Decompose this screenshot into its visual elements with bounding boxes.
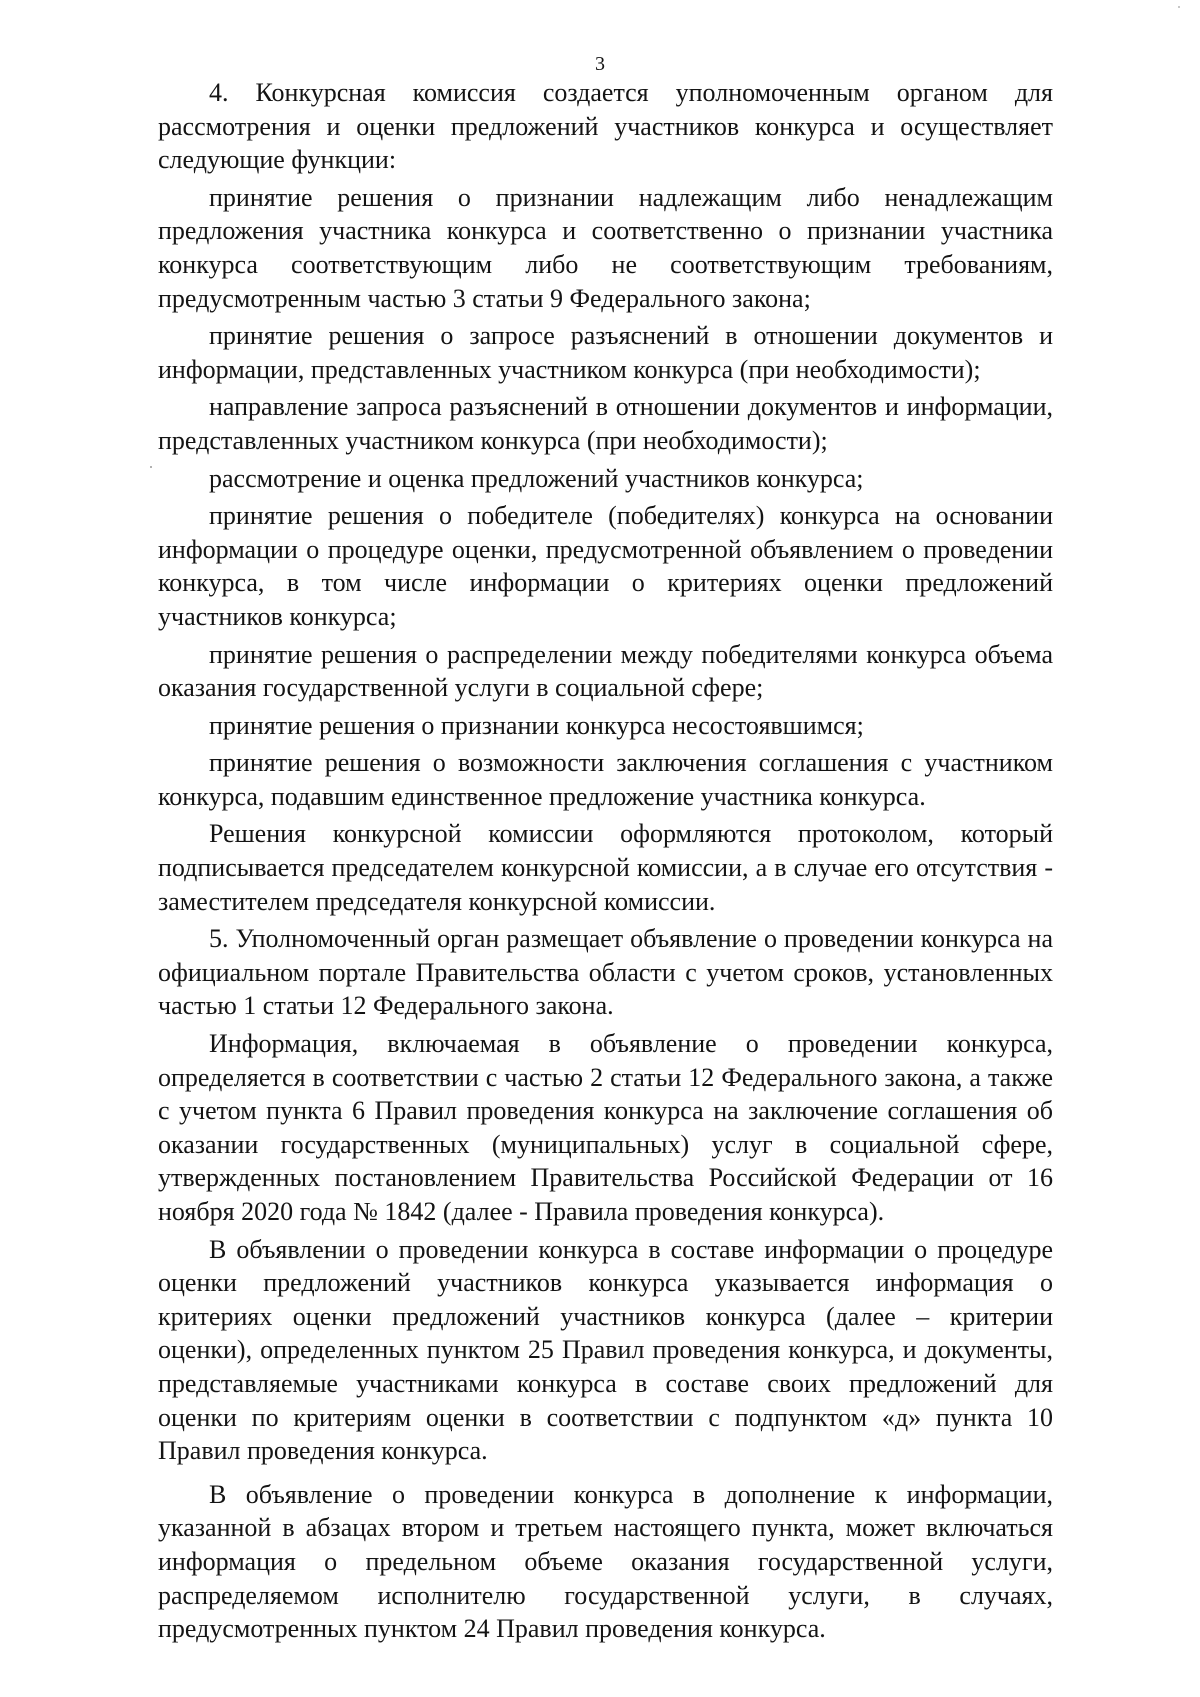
paragraph-function-4: рассмотрение и оценка предложений участников конкурса; — [209, 463, 864, 493]
scan-speck — [1178, 6, 1180, 8]
paragraph-clause-4-intro: 4. Конкурсная комиссия создается уполномоченным органом для рассмотрения и оценки предложений участников конкурса и осуществляет следующие функции: — [158, 78, 1053, 175]
paragraph-function-8: принятие решения о возможности заключения соглашения с участником конкурса, подавшим единственное предложение участника конкурса. — [158, 748, 1053, 811]
scan-speck — [150, 466, 152, 468]
paragraph-function-2: принятие решения о запросе разъяснений в отношении документов и информации, представленных участником конкурса (при необходимости); — [158, 321, 1053, 384]
page-number: 3 — [595, 53, 605, 75]
paragraph-function-1: принятие решения о признании надлежащим либо ненадлежащим предложения участника конкурса и соответственно о признании участника конкурса соответствующим либо не соответствующим требованиям, предусмотренным частью 3 статьи 9 Федерального закона; — [158, 182, 1053, 313]
paragraph-volume-limit: В объявление о проведении конкурса в дополнение к информации, указанной в абзацах втором и третьем настоящего пункта, может включаться информация о предельном объеме оказания государственной услуги, распределяемом исполнителю государственной услуги, в случаях, предусмотренных пунктом 24 Правил проведения конкурса. — [158, 1479, 1053, 1644]
paragraph-announcement-info: Информация, включаемая в объявление о проведении конкурса, определяется в соответствии с частью 2 статьи 12 Федерального закона, а также с учетом пункта 6 Правил проведения конкурса на заключение соглашения об оказании государственных (муниципальных) услуг в социальной сфере, утвержденных постановлением Правительства Российской Федерации от 16 ноября 2020 года № 1842 (далее - Правила проведения конкурса). — [158, 1029, 1053, 1226]
paragraph-clause-5: 5. Уполномоченный орган размещает объявление о проведении конкурса на официальном портале Правительства области с учетом сроков, установленных частью 1 статьи 12 Федерального закона. — [158, 924, 1053, 1021]
document-body — [158, 76, 1053, 1646]
paragraph-function-5: принятие решения о победителе (победителях) конкурса на основании информации о процедуре оценки, предусмотренной объявлением о проведении конкурса, в том числе информации о критериях оценки предложений участников конкурса; — [158, 501, 1053, 631]
paragraph-evaluation-criteria: В объявлении о проведении конкурса в составе информации о процедуре оценки предложений участников конкурса указывается информация о критериях оценки предложений участников конкурса (далее – критерии оценки), определенных пунктом 25 Правил проведения конкурса, и документы, представляемые участниками конкурса в составе своих предложений для оценки по критериям оценки в соответствии с подпунктом «д» пункта 10 Правил проведения конкурса. — [158, 1234, 1053, 1466]
paragraph-function-3: направление запроса разъяснений в отношении документов и информации, представленных участником конкурса (при необходимости); — [158, 392, 1053, 455]
paragraph-function-6: принятие решения о распределении между победителями конкурса объема оказания государственной услуги в социальной сфере; — [158, 639, 1053, 703]
paragraph-function-7: принятие решения о признании конкурса несостоявшимся; — [209, 710, 864, 740]
paragraph-protocol: Решения конкурсной комиссии оформляются протоколом, который подписывается председателем конкурсной комиссии, а в случае его отсутствия - заместителем председателя конкурсной комиссии. — [158, 819, 1053, 916]
